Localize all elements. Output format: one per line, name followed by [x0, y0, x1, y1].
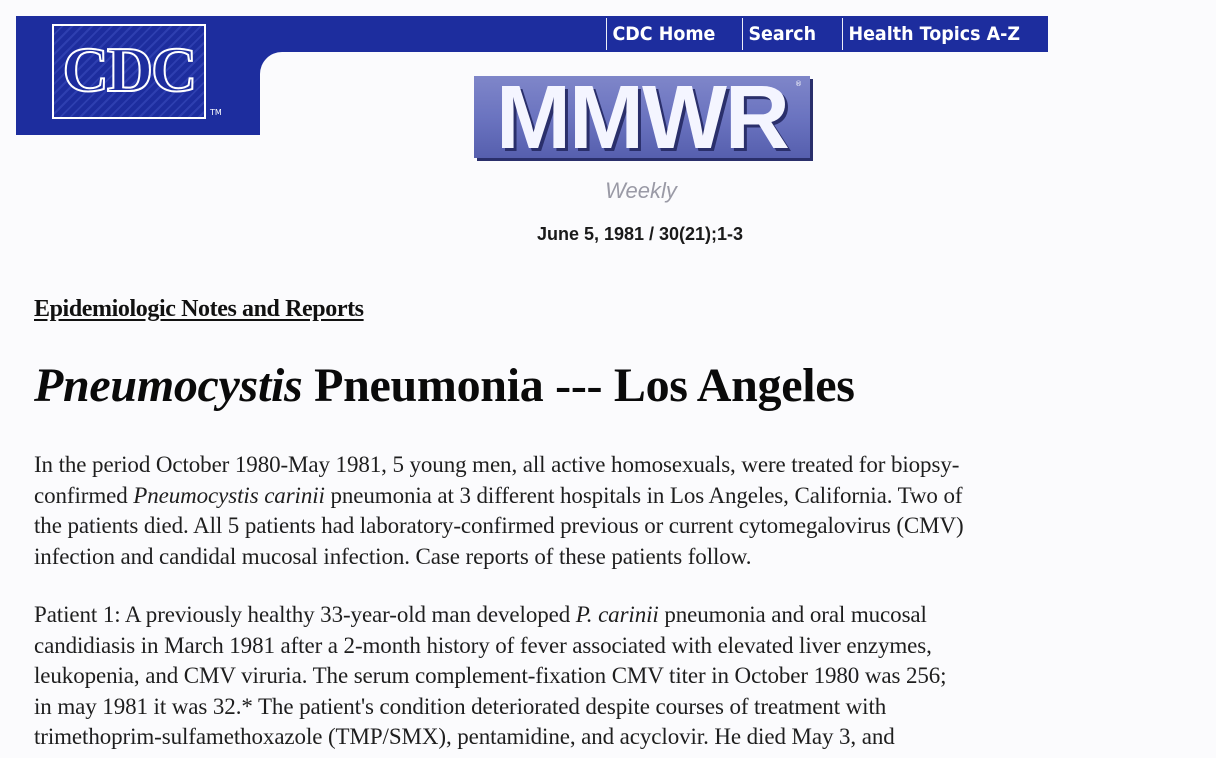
paragraph-line: the patients died. All 5 patients had laboratory-confirmed previous or current cytomegalovirus (CMV) — [34, 513, 964, 538]
italic-text-run: Pneumocystis carinii — [133, 482, 325, 508]
paragraph-line: leukopenia, and CMV viruria. The serum complement-fixation CMV titer in October 1980 was 256; — [34, 663, 947, 688]
cdc-logo-trademark: TM — [210, 108, 222, 117]
mmwr-registered-mark: ® — [795, 80, 802, 88]
text-run: confirmed — [34, 482, 134, 508]
mmwr-masthead — [474, 68, 810, 168]
weekly-subtitle: Weekly — [605, 178, 677, 203]
italic-text-run: P. carinii — [575, 602, 659, 627]
paragraph-line: In the period October 1980-May 1981, 5 young men, all active homosexuals, were treated for biopsy- — [34, 452, 960, 477]
paragraph-patient-1 — [34, 600, 1194, 753]
cdc-logo[interactable] — [52, 24, 206, 119]
paragraph-intro — [34, 450, 1194, 572]
paragraph-line: in may 1981 it was 32.* The patient's condition deteriorated despite courses of treatment with — [34, 693, 887, 719]
paragraph-line — [34, 481, 1194, 512]
paragraph-line — [34, 600, 1194, 631]
section-link[interactable]: Epidemiologic Notes and Reports — [34, 296, 364, 322]
cdc-logo-text: CDC — [62, 34, 196, 105]
article-title-rest: Pneumonia --- Los Angeles — [302, 359, 855, 412]
paragraph-line: infection and candidal mucosal infection. Case reports of these patients follow. — [34, 543, 752, 569]
article-title — [34, 358, 855, 413]
nav-cdc-home-link[interactable]: CDC Home — [606, 18, 715, 50]
mmwr-title: MMWR — [496, 68, 788, 168]
text-run: Patient 1: A previously healthy 33-year-old man developed — [34, 602, 576, 627]
nav-search-link[interactable]: Search — [742, 18, 816, 50]
paragraph-line: trimethoprim-sulfamethoxazole (TMP/SMX), pentamidine, and acyclovir. He died May 3, and — [34, 724, 895, 749]
issue-date: June 5, 1981 / 30(21);1-3 — [536, 224, 744, 244]
text-run: pneumonia at 3 different hospitals in Los Angeles, California. Two of — [324, 482, 963, 508]
text-run: pneumonia and oral mucosal — [658, 602, 927, 627]
paragraph-line: candidiasis in March 1981 after a 2-month history of fever associated with elevated liver enzymes, — [34, 632, 932, 658]
nav-health-topics-link[interactable]: Health Topics A-Z — [842, 18, 1020, 50]
article-title-italic: Pneumocystis — [34, 359, 303, 412]
